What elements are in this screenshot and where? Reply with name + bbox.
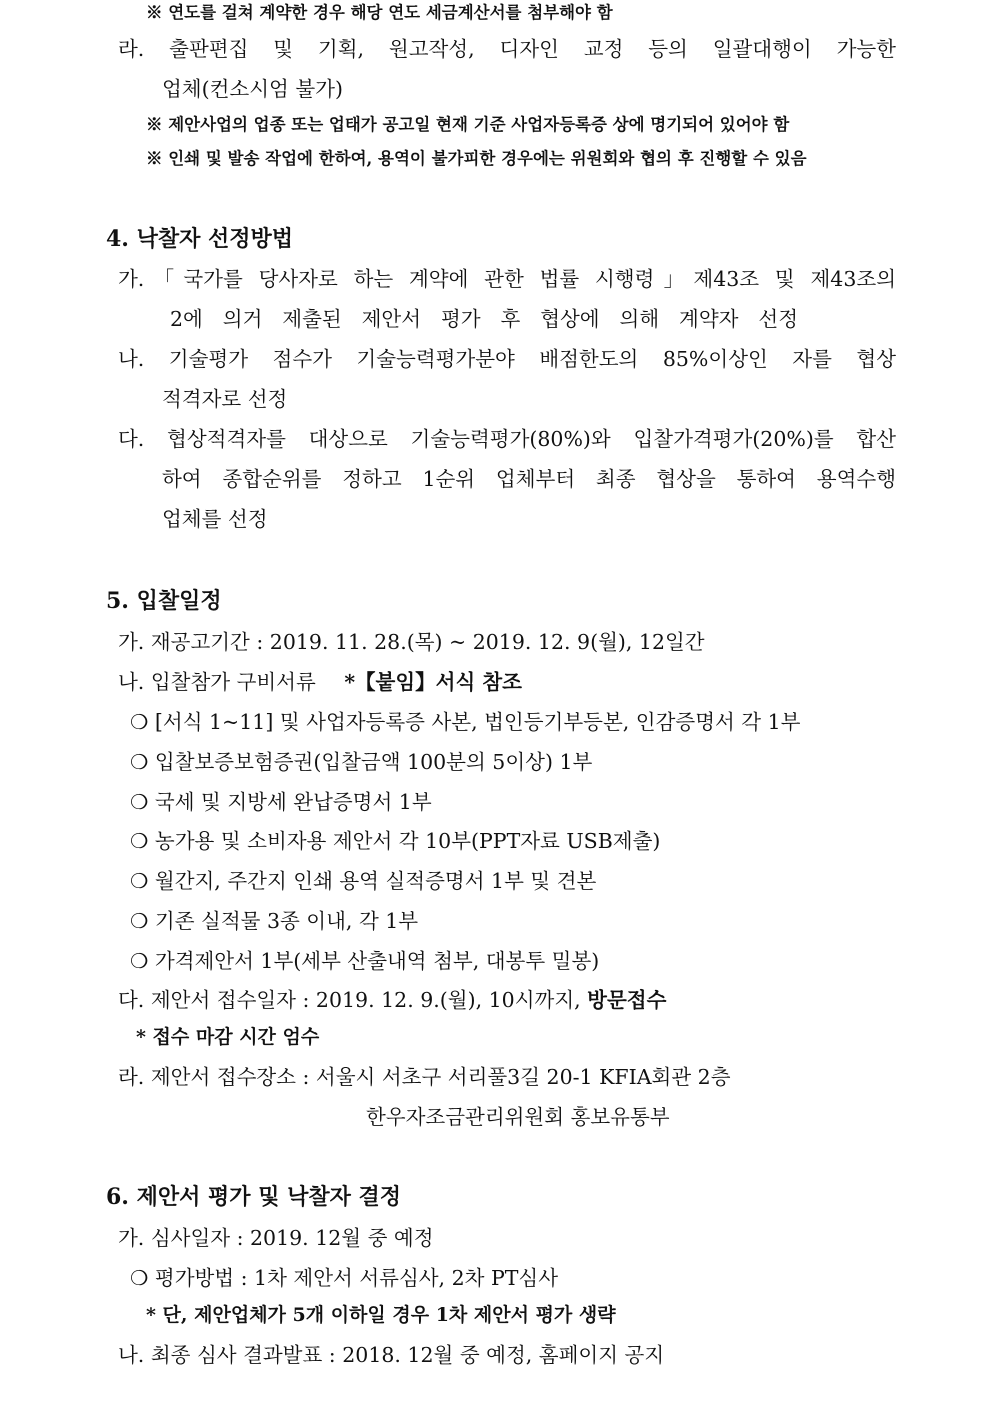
- doc-item: ❍ 농가용 및 소비자용 제안서 각 10부(PPT자료 USB제출): [130, 829, 661, 853]
- s5-na-prefix: 나. 입찰참가 구비서류: [118, 670, 316, 694]
- s5-da: [118, 987, 666, 1013]
- s6-method: ❍ 평가방법 : 1차 제안서 서류심사, 2차 PT심사: [130, 1266, 559, 1290]
- section6-heading: 6. 제안서 평가 및 낙찰자 결정: [106, 1184, 402, 1210]
- note-business-type: ※ 제안사업의 업종 또는 업태가 공고일 현재 기준 사업자등록증 상에 명기되어 있어야 함: [146, 115, 790, 134]
- s5-ga: 가. 재공고기간 : 2019. 11. 28.(목) ~ 2019. 12. 9(월), 12일간: [118, 630, 705, 654]
- s5-da-visit: 방문접수: [587, 988, 667, 1012]
- s4-na-line2: 적격자로 선정: [162, 387, 288, 411]
- s4-da-line1: 다. 협상적격자를 대상으로 기술능력평가(80%)와 입찰가격평가(20%)를 합산: [118, 427, 896, 451]
- s5-da-prefix: 다. 제안서 접수일자 : 2019. 12. 9.(월), 10시까지,: [118, 988, 581, 1012]
- s6-ga: 가. 심사일자 : 2019. 12월 중 예정: [118, 1226, 434, 1250]
- s5-na: [118, 669, 522, 695]
- s5-ra-line2: 한우자조금관리위원회 홍보유통부: [366, 1105, 670, 1129]
- s4-da-line3: 업체를 선정: [162, 507, 268, 531]
- note-tax-invoice: ※ 연도를 걸쳐 계약한 경우 해당 연도 세금계산서를 첨부해야 함: [146, 3, 613, 22]
- doc-item: ❍ 입찰보증보험증권(입찰금액 100분의 5이상) 1부: [130, 750, 593, 774]
- s4-da-line2: 하여 종합순위를 정하고 1순위 업체부터 최종 협상을 통하여 용역수행: [162, 467, 896, 491]
- s5-na-ref: *【붙임】서식 참조: [344, 670, 522, 694]
- s6-na: 나. 최종 심사 결과발표 : 2018. 12월 중 예정, 홈페이지 공지: [118, 1343, 665, 1367]
- note-printing: ※ 인쇄 및 발송 작업에 한하여, 용역이 불가피한 경우에는 위원회와 협의 후 진행할 수 있음: [146, 149, 807, 168]
- section5-heading: 5. 입찰일정: [106, 588, 222, 614]
- item-ra-line2: 업체(컨소시엄 불가): [162, 77, 343, 101]
- s4-na-line1: 나. 기술평가 점수가 기술능력평가분야 배점한도의 85%이상인 자를 협상: [118, 347, 896, 371]
- doc-item: ❍ 국세 및 지방세 완납증명서 1부: [130, 790, 432, 814]
- doc-item: ❍ 기존 실적물 3종 이내, 각 1부: [130, 909, 419, 933]
- doc-item: ❍ 월간지, 주간지 인쇄 용역 실적증명서 1부 및 견본: [130, 869, 597, 893]
- s5-deadline-note: * 접수 마감 시간 엄수: [136, 1026, 320, 1048]
- doc-item: ❍ 가격제안서 1부(세부 산출내역 첨부, 대봉투 밀봉): [130, 949, 600, 973]
- item-ra-line1: 라. 출판편집 및 기획, 원고작성, 디자인 교정 등의 일괄대행이 가능한: [118, 37, 896, 61]
- s4-ga-line2: 2에 의거 제출된 제안서 평가 후 협상에 의해 계약자 선정: [170, 307, 798, 331]
- s5-ra-line1: 라. 제안서 접수장소 : 서울시 서초구 서리풀3길 20-1 KFIA회관 2층: [118, 1065, 731, 1089]
- s6-method-note: * 단, 제안업체가 5개 이하일 경우 1차 제안서 평가 생략: [146, 1304, 616, 1326]
- s4-ga-line1: 가.「국가를 당사자로 하는 계약에 관한 법률 시행령」제43조 및 제43조의: [118, 267, 896, 291]
- doc-item: ❍ [서식 1~11] 및 사업자등록증 사본, 법인등기부등본, 인감증명서 각 1부: [130, 710, 801, 734]
- section4-heading: 4. 낙찰자 선정방법: [106, 226, 294, 252]
